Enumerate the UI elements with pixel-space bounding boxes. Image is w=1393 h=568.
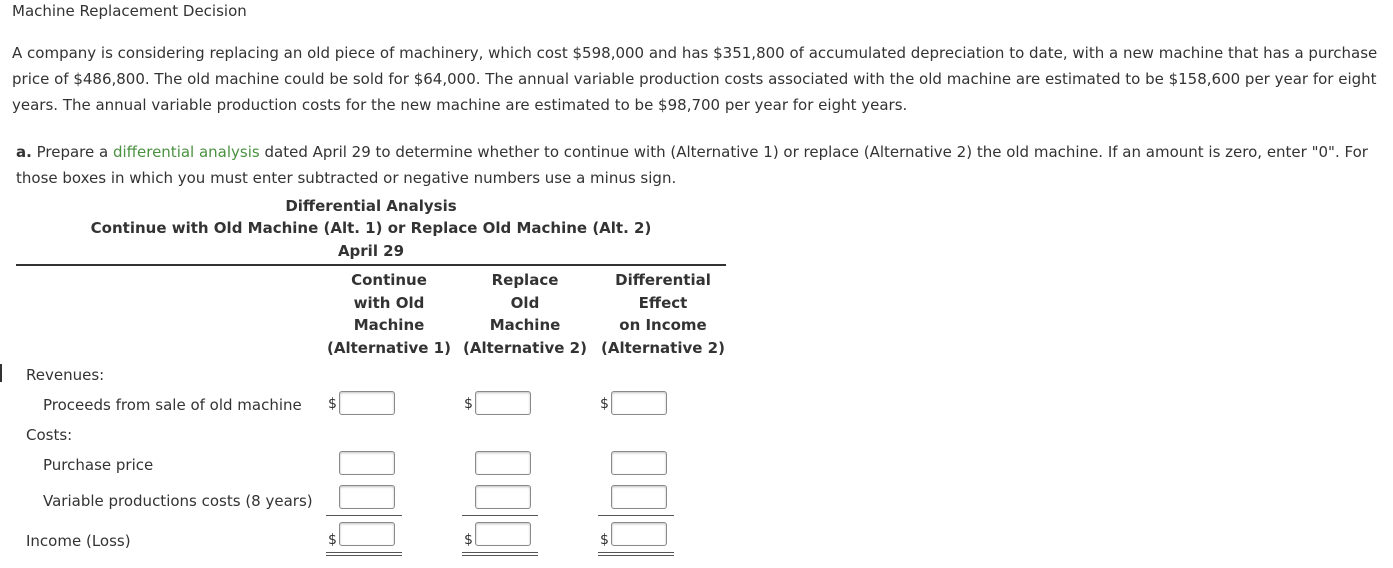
dollar-sign: $ bbox=[328, 532, 337, 548]
analysis-subheading: Continue with Old Machine (Alt. 1) or Replace Old Machine (Alt. 2) bbox=[90, 219, 652, 237]
page-title: Machine Replacement Decision bbox=[12, 2, 247, 20]
proceeds-label: Proceeds from sale of old machine bbox=[43, 396, 302, 414]
subtotal-underline bbox=[598, 515, 674, 516]
header-divider bbox=[16, 264, 726, 266]
question-text-before-link: Prepare a bbox=[36, 143, 109, 161]
analysis-date: April 29 bbox=[337, 242, 405, 260]
subtotal-underline bbox=[326, 515, 402, 516]
purchase-differential-input[interactable] bbox=[611, 451, 667, 475]
income-differential-input[interactable] bbox=[611, 522, 667, 546]
row-marker bbox=[0, 364, 2, 382]
income-alt1-input[interactable] bbox=[339, 522, 395, 546]
total-double-underline bbox=[326, 552, 402, 556]
question-text-after-link: dated April 29 to determine whether to continue with (Alternative 1) or replace (Alternative 2) the old machine. If an amount is zero, enter "0". For those boxes in which you must enter subtracted or negative numbers use a minus sign. bbox=[16, 143, 1368, 187]
proceeds-differential-input[interactable] bbox=[611, 391, 667, 415]
analysis-heading: Differential Analysis bbox=[285, 197, 457, 215]
column-header-alternative-2: Replace Old Machine (Alternative 2) bbox=[463, 271, 587, 357]
subtotal-underline bbox=[462, 515, 538, 516]
differential-analysis-link[interactable]: differential analysis bbox=[112, 143, 260, 161]
variable-costs-label: Variable productions costs (8 years) bbox=[43, 492, 313, 510]
column-header-alternative-1: Continue with Old Machine (Alternative 1) bbox=[327, 271, 451, 357]
dollar-sign: $ bbox=[600, 532, 609, 548]
question-part-label: a. bbox=[16, 143, 32, 161]
dollar-sign: $ bbox=[464, 396, 473, 412]
variable-alt2-input[interactable] bbox=[475, 485, 531, 509]
dollar-sign: $ bbox=[600, 396, 609, 412]
dollar-sign: $ bbox=[464, 532, 473, 548]
purchase-price-label: Purchase price bbox=[43, 456, 154, 474]
revenues-label: Revenues: bbox=[26, 366, 105, 384]
problem-statement: A company is considering replacing an old piece of machinery, which cost $598,000 and has $351,800 of accumulated depreciation to date, with a new machine that has a purchase price of $486,800. The old machine could be sold for $64,000. The annual variable production costs associated with the old machine are estimated to be $158,600 per year for eight years. The annual variable production costs for the new machine are estimated to be $98,700 per year for eight years. bbox=[12, 44, 1378, 114]
income-alt2-input[interactable] bbox=[475, 522, 531, 546]
dollar-sign: $ bbox=[328, 396, 337, 412]
variable-differential-input[interactable] bbox=[611, 485, 667, 509]
proceeds-alt2-input[interactable] bbox=[475, 391, 531, 415]
purchase-alt1-input[interactable] bbox=[339, 451, 395, 475]
purchase-alt2-input[interactable] bbox=[475, 451, 531, 475]
question-instructions bbox=[16, 139, 1388, 191]
proceeds-alt1-input[interactable] bbox=[339, 391, 395, 415]
variable-alt1-input[interactable] bbox=[339, 485, 395, 509]
total-double-underline bbox=[598, 552, 674, 556]
total-double-underline bbox=[462, 552, 538, 556]
costs-label: Costs: bbox=[26, 426, 73, 444]
column-header-differential-effect: Differential Effect on Income (Alternative 2) bbox=[601, 271, 725, 357]
income-loss-label: Income (Loss) bbox=[26, 532, 131, 550]
